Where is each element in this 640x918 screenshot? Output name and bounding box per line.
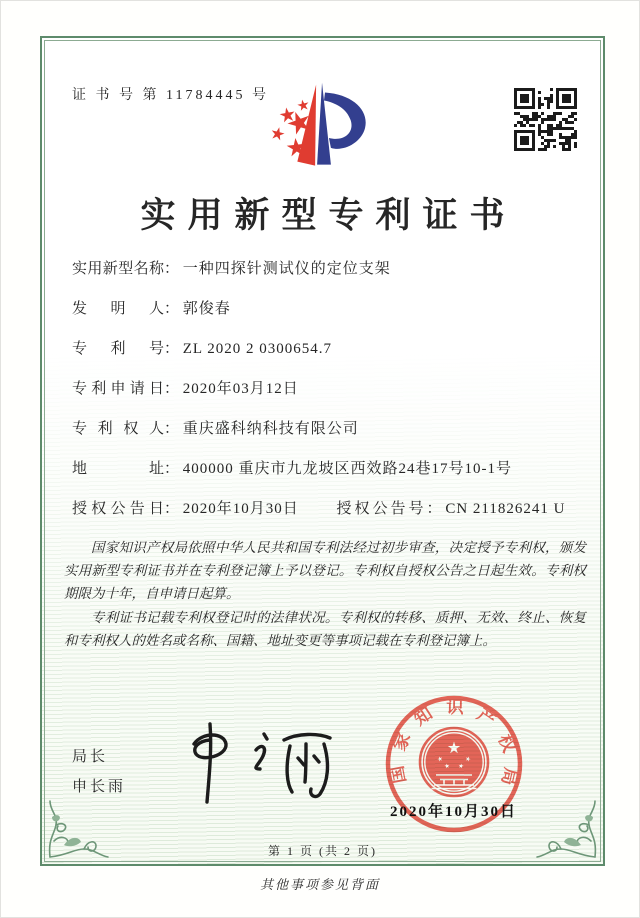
field-colon: ： bbox=[426, 501, 442, 517]
field-colon: ： bbox=[164, 381, 180, 397]
field-label: 地址 bbox=[72, 461, 164, 477]
field-row-grant bbox=[72, 498, 584, 520]
field-colon: ： bbox=[164, 461, 180, 477]
field-colon: ： bbox=[164, 421, 180, 437]
field-row-address bbox=[72, 458, 584, 480]
logo-blue-bowl bbox=[324, 93, 366, 149]
field-value: 重庆盛科纳科技有限公司 bbox=[182, 421, 359, 437]
back-side-note: 其他事项参见背面 bbox=[259, 877, 380, 892]
corner-flourish-icon bbox=[526, 787, 601, 862]
seal-date: 2020年10月30日 bbox=[390, 804, 518, 820]
legal-text-section bbox=[64, 536, 586, 652]
field-value: 2020年03月12日 bbox=[182, 381, 299, 397]
field-value: ZL 2020 2 0300654.7 bbox=[182, 341, 333, 357]
field-row-inventor bbox=[72, 298, 584, 320]
field-label: 实用新型名称 bbox=[72, 261, 164, 277]
page-number: 第 1 页 (共 2 页) bbox=[268, 844, 377, 858]
legal-paragraph: 专利证书记载专利权登记时的法律状况。专利权的转移、质押、无效、终止、恢复和专利权人的姓名或名称、国籍、地址变更等事项记载在专利登记簿上。 bbox=[64, 609, 586, 648]
certificate-number: 证 书 号 第 11784445 号 bbox=[72, 88, 269, 103]
field-colon: ： bbox=[164, 301, 180, 317]
field-value: 一种四探针测试仪的定位支架 bbox=[182, 261, 391, 277]
field-row-patentee bbox=[72, 418, 584, 440]
grant-number-label: 授权公告号 bbox=[336, 501, 427, 517]
field-label: 专利申请日 bbox=[72, 381, 164, 397]
handwritten-signature bbox=[170, 710, 350, 820]
seal-ring-text: 国家知识产权局 bbox=[386, 696, 522, 788]
fields-section bbox=[72, 258, 584, 538]
corner-flourish-icon bbox=[44, 787, 119, 862]
field-colon: ： bbox=[164, 341, 180, 357]
field-label: 授权公告日 bbox=[72, 501, 164, 517]
field-value: 郭俊春 bbox=[182, 301, 231, 317]
field-row-filing-date bbox=[72, 378, 584, 400]
field-value: 400000 重庆市九龙坡区西效路24巷17号10-1号 bbox=[182, 461, 513, 477]
qr-code bbox=[514, 88, 577, 151]
field-row-name bbox=[72, 258, 584, 280]
field-value: 2020年10月30日 bbox=[182, 501, 299, 517]
national-emblem-icon bbox=[420, 728, 488, 796]
field-label: 专利权人 bbox=[72, 421, 164, 437]
commissioner-title: 局长 bbox=[72, 749, 109, 765]
grant-number-value: CN 211826241 U bbox=[445, 501, 566, 517]
field-colon: ： bbox=[164, 261, 180, 277]
field-label: 发明人 bbox=[72, 301, 164, 317]
certificate-title: 实用新型专利证书 bbox=[140, 196, 517, 235]
field-colon: ： bbox=[164, 501, 180, 517]
field-label: 专利号 bbox=[72, 341, 164, 357]
legal-paragraph: 国家知识产权局依照中华人民共和国专利法经过初步审查，决定授予专利权，颁发实用新型专利证书并在专利登记簿上予以登记。专利权自授权公告之日起生效。专利权期限为十年，自申请日起算。 bbox=[64, 540, 586, 602]
commissioner-name: 申长雨 bbox=[72, 779, 127, 795]
certificate-border-frame bbox=[40, 36, 605, 866]
field-row-patent-no bbox=[72, 338, 584, 360]
cnipa-logo-icon bbox=[250, 78, 398, 190]
